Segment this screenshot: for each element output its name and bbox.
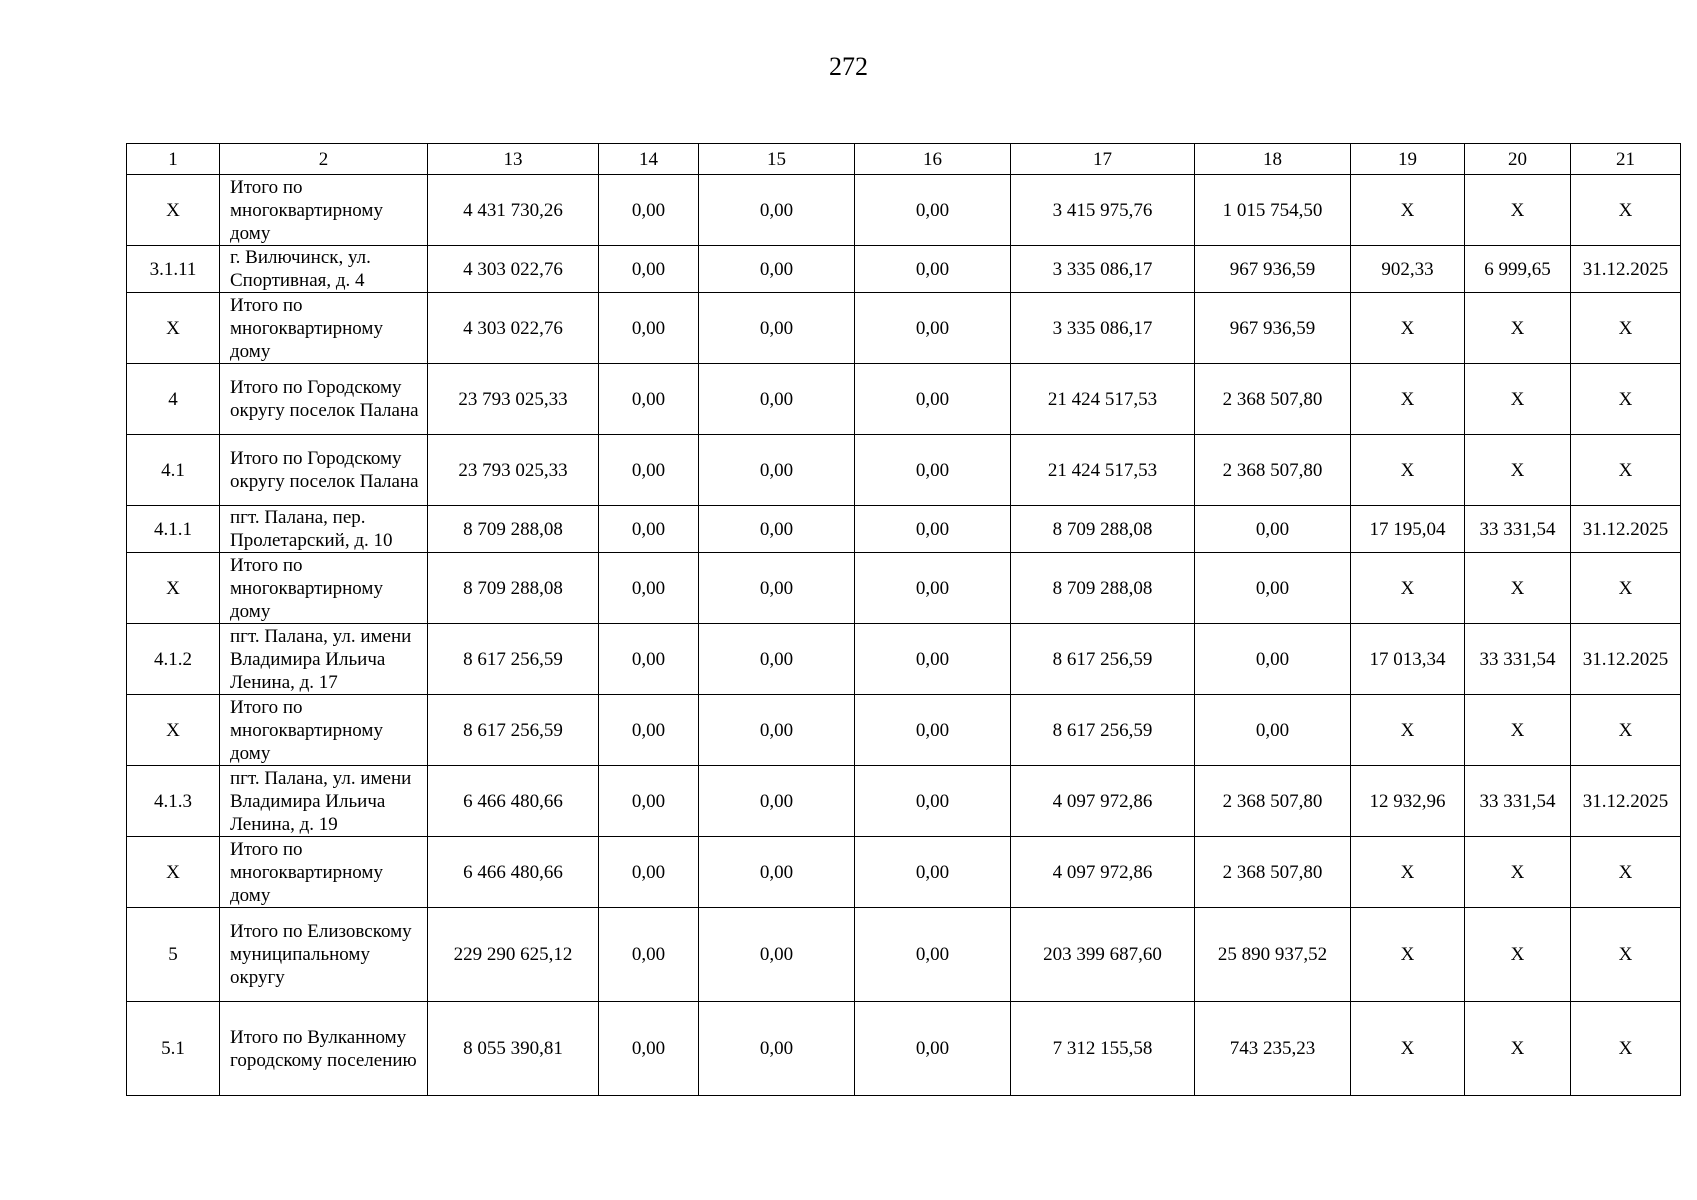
cell-col14: 0,00 bbox=[599, 364, 699, 435]
cell-col17: 3 415 975,76 bbox=[1011, 175, 1195, 246]
cell-col17: 4 097 972,86 bbox=[1011, 766, 1195, 837]
cell-col17: 203 399 687,60 bbox=[1011, 908, 1195, 1002]
cell-col20: X bbox=[1465, 1002, 1571, 1096]
cell-col20: X bbox=[1465, 364, 1571, 435]
cell-number: 5.1 bbox=[127, 1002, 220, 1096]
cell-col15: 0,00 bbox=[699, 246, 855, 293]
cell-col18: 0,00 bbox=[1195, 695, 1351, 766]
column-header-1: 1 bbox=[127, 144, 220, 175]
cell-col19: X bbox=[1351, 364, 1465, 435]
cell-col21: X bbox=[1571, 293, 1681, 364]
column-header-15: 15 bbox=[699, 144, 855, 175]
cell-address: Итого по многоквартирному дому bbox=[220, 695, 428, 766]
cell-col18: 2 368 507,80 bbox=[1195, 766, 1351, 837]
table-row bbox=[127, 766, 1681, 837]
cell-address: пгт. Палана, ул. имени Владимира Ильича Ленина, д. 17 bbox=[220, 624, 428, 695]
cell-col21: X bbox=[1571, 908, 1681, 1002]
cell-col19: 17 013,34 bbox=[1351, 624, 1465, 695]
page-number: 272 bbox=[829, 52, 868, 81]
cell-address: Итого по многоквартирному дому bbox=[220, 175, 428, 246]
cell-col18: 967 936,59 bbox=[1195, 293, 1351, 364]
cell-col21: X bbox=[1571, 175, 1681, 246]
cell-col18: 2 368 507,80 bbox=[1195, 435, 1351, 506]
cell-col13: 4 431 730,26 bbox=[428, 175, 599, 246]
table-row bbox=[127, 624, 1681, 695]
cell-col18: 967 936,59 bbox=[1195, 246, 1351, 293]
cell-number: X bbox=[127, 553, 220, 624]
cell-col18: 1 015 754,50 bbox=[1195, 175, 1351, 246]
cell-col16: 0,00 bbox=[855, 553, 1011, 624]
cell-col13: 6 466 480,66 bbox=[428, 766, 599, 837]
table-row bbox=[127, 175, 1681, 246]
cell-col16: 0,00 bbox=[855, 695, 1011, 766]
cell-col14: 0,00 bbox=[599, 695, 699, 766]
cell-col14: 0,00 bbox=[599, 175, 699, 246]
cell-col17: 8 709 288,08 bbox=[1011, 506, 1195, 553]
cell-col21: X bbox=[1571, 364, 1681, 435]
cell-col13: 8 617 256,59 bbox=[428, 695, 599, 766]
cell-col20: X bbox=[1465, 908, 1571, 1002]
cell-col13: 229 290 625,12 bbox=[428, 908, 599, 1002]
cell-col19: 17 195,04 bbox=[1351, 506, 1465, 553]
cell-col15: 0,00 bbox=[699, 364, 855, 435]
cell-col19: X bbox=[1351, 695, 1465, 766]
cell-col15: 0,00 bbox=[699, 695, 855, 766]
cell-col17: 7 312 155,58 bbox=[1011, 1002, 1195, 1096]
cell-address: Итого по Елизовскому муниципальному округу bbox=[220, 908, 428, 1002]
cell-col21: X bbox=[1571, 435, 1681, 506]
cell-col13: 6 466 480,66 bbox=[428, 837, 599, 908]
cell-col20: X bbox=[1465, 837, 1571, 908]
table-row bbox=[127, 837, 1681, 908]
cell-col20: X bbox=[1465, 293, 1571, 364]
cell-col17: 8 709 288,08 bbox=[1011, 553, 1195, 624]
column-header-14: 14 bbox=[599, 144, 699, 175]
cell-col19: X bbox=[1351, 435, 1465, 506]
cell-col20: 6 999,65 bbox=[1465, 246, 1571, 293]
cell-col20: 33 331,54 bbox=[1465, 766, 1571, 837]
cell-col21: X bbox=[1571, 553, 1681, 624]
cell-col15: 0,00 bbox=[699, 553, 855, 624]
cell-col15: 0,00 bbox=[699, 624, 855, 695]
table-row bbox=[127, 506, 1681, 553]
cell-col21: 31.12.2025 bbox=[1571, 246, 1681, 293]
cell-col20: 33 331,54 bbox=[1465, 506, 1571, 553]
cell-col15: 0,00 bbox=[699, 908, 855, 1002]
cell-col18: 0,00 bbox=[1195, 624, 1351, 695]
cell-number: 4.1 bbox=[127, 435, 220, 506]
cell-address: Итого по многоквартирному дому bbox=[220, 293, 428, 364]
cell-col13: 4 303 022,76 bbox=[428, 293, 599, 364]
cell-col20: X bbox=[1465, 695, 1571, 766]
cell-col19: X bbox=[1351, 908, 1465, 1002]
table-row bbox=[127, 908, 1681, 1002]
cell-col19: X bbox=[1351, 175, 1465, 246]
cell-col17: 21 424 517,53 bbox=[1011, 364, 1195, 435]
cell-col17: 3 335 086,17 bbox=[1011, 246, 1195, 293]
cell-col19: 902,33 bbox=[1351, 246, 1465, 293]
cell-col19: X bbox=[1351, 553, 1465, 624]
cell-col15: 0,00 bbox=[699, 175, 855, 246]
cell-col18: 2 368 507,80 bbox=[1195, 837, 1351, 908]
cell-address: пгт. Палана, пер. Пролетарский, д. 10 bbox=[220, 506, 428, 553]
cell-col14: 0,00 bbox=[599, 246, 699, 293]
cell-col20: X bbox=[1465, 553, 1571, 624]
cell-col14: 0,00 bbox=[599, 837, 699, 908]
cell-number: X bbox=[127, 293, 220, 364]
cell-col17: 8 617 256,59 bbox=[1011, 695, 1195, 766]
table-body bbox=[127, 175, 1681, 1096]
cell-col14: 0,00 bbox=[599, 435, 699, 506]
column-header-13: 13 bbox=[428, 144, 599, 175]
cell-col20: 33 331,54 bbox=[1465, 624, 1571, 695]
cell-col13: 8 709 288,08 bbox=[428, 553, 599, 624]
cell-col14: 0,00 bbox=[599, 553, 699, 624]
column-header-18: 18 bbox=[1195, 144, 1351, 175]
cell-number: 3.1.11 bbox=[127, 246, 220, 293]
cell-col18: 0,00 bbox=[1195, 553, 1351, 624]
cell-address: пгт. Палана, ул. имени Владимира Ильича Ленина, д. 19 bbox=[220, 766, 428, 837]
cell-col16: 0,00 bbox=[855, 837, 1011, 908]
cell-col20: X bbox=[1465, 175, 1571, 246]
table-row bbox=[127, 246, 1681, 293]
cell-col16: 0,00 bbox=[855, 364, 1011, 435]
cell-col15: 0,00 bbox=[699, 435, 855, 506]
cell-col15: 0,00 bbox=[699, 766, 855, 837]
cell-number: 4.1.1 bbox=[127, 506, 220, 553]
cell-col21: 31.12.2025 bbox=[1571, 624, 1681, 695]
cell-col15: 0,00 bbox=[699, 506, 855, 553]
cell-address: Итого по многоквартирному дому bbox=[220, 553, 428, 624]
cell-number: X bbox=[127, 837, 220, 908]
table-row bbox=[127, 695, 1681, 766]
cell-col16: 0,00 bbox=[855, 1002, 1011, 1096]
cell-address: Итого по Городскому округу поселок Палана bbox=[220, 435, 428, 506]
cell-col16: 0,00 bbox=[855, 435, 1011, 506]
cell-col17: 4 097 972,86 bbox=[1011, 837, 1195, 908]
column-header-21: 21 bbox=[1571, 144, 1681, 175]
cell-col13: 8 709 288,08 bbox=[428, 506, 599, 553]
cell-col15: 0,00 bbox=[699, 837, 855, 908]
cell-number: 4.1.3 bbox=[127, 766, 220, 837]
column-header-17: 17 bbox=[1011, 144, 1195, 175]
table-row bbox=[127, 553, 1681, 624]
cell-col21: 31.12.2025 bbox=[1571, 506, 1681, 553]
cell-col14: 0,00 bbox=[599, 506, 699, 553]
header-row bbox=[127, 144, 1681, 175]
cell-col21: X bbox=[1571, 837, 1681, 908]
cell-col13: 8 617 256,59 bbox=[428, 624, 599, 695]
cell-col16: 0,00 bbox=[855, 506, 1011, 553]
table-row bbox=[127, 364, 1681, 435]
cell-col19: 12 932,96 bbox=[1351, 766, 1465, 837]
cell-col21: X bbox=[1571, 1002, 1681, 1096]
table-row bbox=[127, 293, 1681, 364]
cell-col18: 25 890 937,52 bbox=[1195, 908, 1351, 1002]
cell-address: Итого по Вулканному городскому поселению bbox=[220, 1002, 428, 1096]
cell-col18: 0,00 bbox=[1195, 506, 1351, 553]
column-header-19: 19 bbox=[1351, 144, 1465, 175]
cell-col14: 0,00 bbox=[599, 624, 699, 695]
cell-number: X bbox=[127, 695, 220, 766]
table-header bbox=[127, 144, 1681, 175]
cell-col13: 4 303 022,76 bbox=[428, 246, 599, 293]
cell-col19: X bbox=[1351, 837, 1465, 908]
cell-col19: X bbox=[1351, 293, 1465, 364]
cell-col17: 3 335 086,17 bbox=[1011, 293, 1195, 364]
cell-col14: 0,00 bbox=[599, 908, 699, 1002]
cell-col15: 0,00 bbox=[699, 1002, 855, 1096]
cell-col15: 0,00 bbox=[699, 293, 855, 364]
cell-number: 4.1.2 bbox=[127, 624, 220, 695]
cell-col18: 2 368 507,80 bbox=[1195, 364, 1351, 435]
cell-col14: 0,00 bbox=[599, 1002, 699, 1096]
cell-col20: X bbox=[1465, 435, 1571, 506]
cell-col19: X bbox=[1351, 1002, 1465, 1096]
cell-col13: 23 793 025,33 bbox=[428, 435, 599, 506]
cell-col17: 21 424 517,53 bbox=[1011, 435, 1195, 506]
cell-col13: 23 793 025,33 bbox=[428, 364, 599, 435]
cell-col16: 0,00 bbox=[855, 766, 1011, 837]
cell-col21: 31.12.2025 bbox=[1571, 766, 1681, 837]
table-row bbox=[127, 1002, 1681, 1096]
cell-col16: 0,00 bbox=[855, 293, 1011, 364]
cell-number: 5 bbox=[127, 908, 220, 1002]
cell-col16: 0,00 bbox=[855, 175, 1011, 246]
cell-col18: 743 235,23 bbox=[1195, 1002, 1351, 1096]
cell-col16: 0,00 bbox=[855, 908, 1011, 1002]
data-table bbox=[126, 143, 1681, 1096]
column-header-2: 2 bbox=[220, 144, 428, 175]
cell-number: 4 bbox=[127, 364, 220, 435]
cell-col14: 0,00 bbox=[599, 293, 699, 364]
table-row bbox=[127, 435, 1681, 506]
cell-address: Итого по многоквартирному дому bbox=[220, 837, 428, 908]
cell-number: X bbox=[127, 175, 220, 246]
cell-col21: X bbox=[1571, 695, 1681, 766]
column-header-20: 20 bbox=[1465, 144, 1571, 175]
cell-col16: 0,00 bbox=[855, 624, 1011, 695]
column-header-16: 16 bbox=[855, 144, 1011, 175]
cell-col14: 0,00 bbox=[599, 766, 699, 837]
cell-address: г. Вилючинск, ул. Спортивная, д. 4 bbox=[220, 246, 428, 293]
cell-col17: 8 617 256,59 bbox=[1011, 624, 1195, 695]
cell-col16: 0,00 bbox=[855, 246, 1011, 293]
cell-address: Итого по Городскому округу поселок Палана bbox=[220, 364, 428, 435]
cell-col13: 8 055 390,81 bbox=[428, 1002, 599, 1096]
